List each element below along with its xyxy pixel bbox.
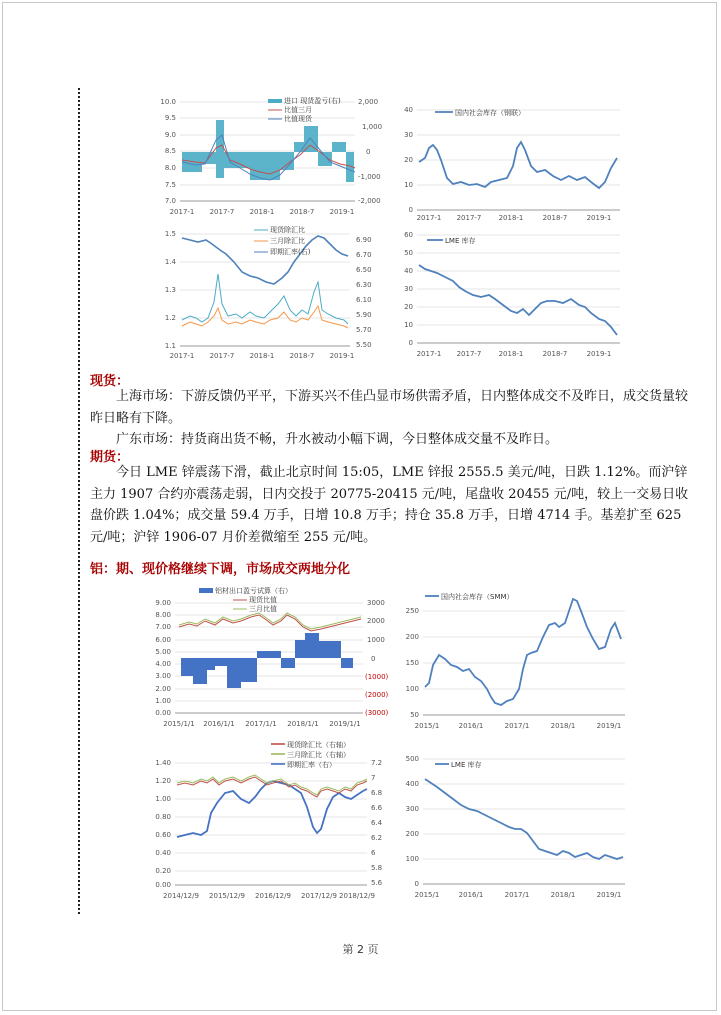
- dotted-margin-line: [78, 88, 80, 914]
- tick-label: 2018-1: [498, 214, 524, 222]
- legend-label: 三月比值: [249, 605, 277, 613]
- tick-label: 1.1: [164, 342, 176, 350]
- tick-label: (3000): [365, 709, 389, 717]
- tick-label: 2018/1: [550, 891, 576, 899]
- tick-label: 2016/1: [458, 722, 484, 730]
- tick-label: 2017/1: [504, 891, 530, 899]
- tick-label: 7.2: [371, 759, 383, 767]
- tick-label: 6.10: [356, 296, 372, 304]
- tick-label: 100: [405, 855, 419, 863]
- tick-label: 1000: [367, 636, 385, 644]
- tick-label: 2017/1/1: [245, 720, 277, 728]
- spot-heading: 现货：: [90, 374, 130, 389]
- tick-label: 150: [405, 659, 419, 667]
- tick-label: 2000: [367, 617, 385, 625]
- tick-label: 6.90: [356, 236, 372, 244]
- tick-label: 2019-1: [329, 208, 355, 216]
- zinc-social-stock-chart: [395, 90, 625, 225]
- tick-label: 7: [371, 774, 376, 782]
- tick-label: 2017-1: [169, 208, 195, 216]
- tick-label: 30: [404, 285, 413, 293]
- tick-label: -1,000: [358, 173, 381, 181]
- tick-label: 2.00: [155, 685, 171, 693]
- spot-guangdong-paragraph: 广东市场：持货商出货不畅，升水被动小幅下调，今日整体成交量不及昨日。: [116, 432, 559, 447]
- legend-label: LME 库存: [445, 237, 476, 245]
- tick-label: 1,000: [362, 123, 383, 131]
- tick-label: 2015/1/1: [163, 720, 195, 728]
- tick-label: 2017-7: [456, 350, 482, 358]
- tick-label: 6: [371, 849, 376, 857]
- tick-label: 1.00: [155, 795, 171, 803]
- tick-label: 5.8: [371, 864, 383, 872]
- tick-label: 2017-7: [209, 352, 235, 360]
- tick-label: 2018-7: [289, 208, 315, 216]
- legend-label: 比值三月: [284, 106, 312, 114]
- tick-label: 400: [405, 780, 419, 788]
- tick-label: 0: [408, 206, 413, 214]
- legend-label: 比值现货: [284, 115, 312, 123]
- tick-label: 100: [405, 685, 419, 693]
- tick-label: 2018-7: [289, 352, 315, 360]
- tick-label: 1.20: [155, 777, 171, 785]
- tick-label: 5.70: [356, 326, 372, 334]
- tick-label: 6.70: [356, 251, 372, 259]
- tick-label: 0: [371, 655, 376, 663]
- tick-label: 2019/1/1: [329, 720, 361, 728]
- tick-label: 2018/12/9: [339, 892, 375, 900]
- tick-label: 5.00: [155, 648, 171, 656]
- tick-label: 1.3: [164, 286, 176, 294]
- futures-paragraph: 今日 LME 锌震荡下滑，截止北京时间 15:05，LME 锌报 2555.5 美元/吨，日跌 1.12%。而沪锌主力 1907 合约亦震荡走弱，日内交投于 20775-20415 元/吨，尾盘收 20455 元/吨，较上一交易日收盘价跌 1.04%；成交量 59.4 万手，日增 10.8 万手；持仓 35.8 万手，日增 4714 手。基差扩至 625 元/吨；沪锌 1906-07 月价差微缩至 255 元/吨。: [90, 465, 689, 545]
- tick-label: 2018-1: [249, 208, 275, 216]
- tick-label: 2017-7: [209, 208, 235, 216]
- tick-label: 40: [404, 106, 413, 114]
- legend-label: 国内社会库存（SMM）: [441, 593, 514, 601]
- tick-label: 2018-7: [542, 350, 568, 358]
- tick-label: 2019/1: [596, 891, 622, 899]
- tick-label: 2015/12/9: [209, 892, 245, 900]
- tick-label: 0.60: [155, 831, 171, 839]
- tick-label: 200: [405, 830, 419, 838]
- tick-label: 50: [404, 249, 413, 257]
- tick-label: 6.50: [356, 266, 372, 274]
- spot-shanghai-paragraph: 上海市场：下游反馈仍平平，下游买兴不佳凸显市场供需矛盾，日内整体成交不及昨日，成交货量较昨日略有下降。: [90, 389, 689, 426]
- tick-label: 2017/12/9: [301, 892, 337, 900]
- tick-label: 0: [366, 148, 371, 156]
- tick-label: 2016/1/1: [203, 720, 235, 728]
- tick-label: 0.80: [155, 813, 171, 821]
- tick-label: 0: [408, 339, 413, 347]
- tick-label: 2017-1: [416, 350, 442, 358]
- tick-label: 7.00: [155, 623, 171, 631]
- tick-label: 2017/1: [504, 722, 530, 730]
- tick-label: 6.2: [371, 834, 383, 842]
- tick-label: 300: [405, 805, 419, 813]
- zinc-fx-ratio-chart: [150, 222, 390, 362]
- legend-label: LME 库存: [451, 761, 482, 769]
- tick-label: 6.4: [371, 819, 383, 827]
- tick-label: 9.5: [164, 114, 176, 122]
- tick-label: 0.00: [155, 709, 171, 717]
- tick-label: 40: [404, 267, 413, 275]
- tick-label: 0.40: [155, 849, 171, 857]
- tick-label: 1.4: [164, 258, 176, 266]
- legend-label: 现货除汇比（右轴）: [287, 741, 350, 749]
- tick-label: 1.5: [164, 230, 176, 238]
- tick-label: 2019-1: [586, 214, 612, 222]
- tick-label: (2000): [365, 691, 389, 699]
- tick-label: 2017-1: [169, 352, 195, 360]
- tick-label: 10: [404, 181, 413, 189]
- tick-label: 0: [414, 880, 419, 888]
- tick-label: 1.2: [164, 314, 176, 322]
- tick-label: 0.20: [155, 867, 171, 875]
- tick-label: 200: [405, 633, 419, 641]
- tick-label: (1000): [365, 673, 389, 681]
- legend-label: 进口 现货盈亏(右): [284, 97, 341, 105]
- legend-label: 现货除汇比: [270, 226, 305, 234]
- tick-label: 20: [404, 156, 413, 164]
- tick-label: 6.8: [371, 789, 383, 797]
- tick-label: 2016/12/9: [255, 892, 291, 900]
- tick-label: 1.40: [155, 759, 171, 767]
- tick-label: 500: [405, 755, 419, 763]
- tick-label: 2015/1: [414, 722, 440, 730]
- tick-label: 10: [404, 321, 413, 329]
- aluminum-fx-ratio-chart: [145, 737, 390, 902]
- aluminum-export-chart: [145, 585, 390, 735]
- legend-label: 现货比值: [249, 596, 277, 604]
- tick-label: 6.30: [356, 281, 372, 289]
- tick-label: 20: [404, 303, 413, 311]
- tick-label: 2014/12/9: [163, 892, 199, 900]
- tick-label: -2,000: [358, 197, 381, 205]
- tick-label: 5.90: [356, 311, 372, 319]
- tick-label: 3000: [367, 599, 385, 607]
- zinc-lme-stock-chart: [395, 225, 625, 365]
- tick-label: 4.00: [155, 660, 171, 668]
- tick-label: 60: [404, 231, 413, 239]
- tick-label: 2019-1: [586, 350, 612, 358]
- tick-label: 6.6: [371, 804, 383, 812]
- tick-label: 2019/1: [596, 722, 622, 730]
- legend-label: 即期汇率（右）: [287, 761, 336, 769]
- tick-label: 2018/1: [550, 722, 576, 730]
- tick-label: 2018-1: [498, 350, 524, 358]
- tick-label: 50: [410, 711, 419, 719]
- tick-label: 10.0: [160, 98, 176, 106]
- aluminum-social-stock-chart: [395, 585, 635, 735]
- tick-label: 250: [405, 607, 419, 615]
- tick-label: 6.00: [155, 636, 171, 644]
- tick-label: 2019-1: [329, 352, 355, 360]
- legend-label: 即期汇率(右): [270, 248, 311, 256]
- tick-label: 3.00: [155, 672, 171, 680]
- legend-label: 三月除汇比（右轴）: [287, 751, 350, 759]
- zinc-spot-ratio-chart: [150, 90, 390, 220]
- futures-heading: 期货：: [90, 450, 130, 465]
- legend-label: 三月除汇比: [270, 237, 305, 245]
- tick-label: 2016/1: [458, 891, 484, 899]
- tick-label: 8.5: [164, 147, 176, 155]
- aluminum-lme-stock-chart: [395, 745, 635, 900]
- tick-label: 2017-7: [456, 214, 482, 222]
- tick-label: 2018/1/1: [287, 720, 319, 728]
- tick-label: 0.00: [155, 881, 171, 889]
- tick-label: 9.0: [164, 131, 176, 139]
- tick-label: 1.00: [155, 697, 171, 705]
- tick-label: 7.5: [164, 181, 176, 189]
- tick-label: 2017-1: [416, 214, 442, 222]
- tick-label: 8.0: [164, 164, 176, 172]
- tick-label: 2015/1: [414, 891, 440, 899]
- aluminum-heading: 铝：期、现价格继续下调，市场成交两地分化: [90, 562, 351, 577]
- tick-label: 9.00: [155, 599, 171, 607]
- legend-label: 国内社会库存（钢联）: [455, 109, 525, 117]
- tick-label: 30: [404, 131, 413, 139]
- tick-label: 2,000: [358, 98, 379, 106]
- tick-label: 2018-7: [542, 214, 568, 222]
- legend-label: 铝材出口盈亏试算（右）: [215, 587, 292, 595]
- tick-label: 8.00: [155, 611, 171, 619]
- tick-label: 7.0: [164, 197, 176, 205]
- page-number: 第 2 页: [342, 943, 379, 956]
- tick-label: 5.50: [356, 341, 372, 349]
- tick-label: 2018-1: [249, 352, 275, 360]
- tick-label: 5.6: [371, 879, 383, 887]
